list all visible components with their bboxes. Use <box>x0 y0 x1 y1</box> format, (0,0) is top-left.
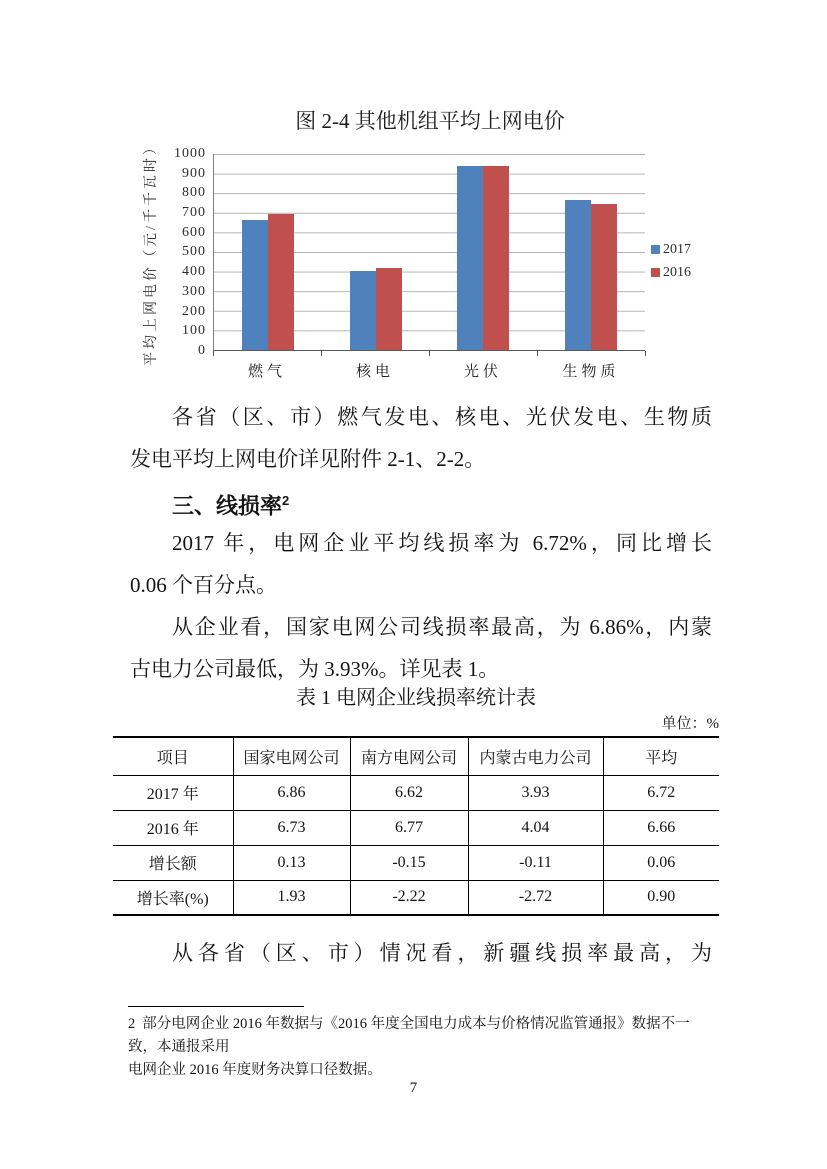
table-cell: 增长率(%) <box>113 880 233 915</box>
x-category-label: 核电 <box>355 364 394 380</box>
legend-label: 2016 <box>663 265 691 280</box>
x-axis-labels <box>213 360 645 381</box>
legend-marker-icon <box>651 268 660 277</box>
legend-label: 2017 <box>663 242 691 257</box>
footnote-text-1: 部分电网企业 2016 年数据与《2016 年度全国电力成本与价格情况监管通报》数据不一致，本通报采用 <box>128 1016 690 1055</box>
y-axis-title: 平均上网电价（元/千千瓦时） <box>144 138 159 366</box>
table-header-cell: 项目 <box>156 749 189 767</box>
table-cell: 0.06 <box>603 845 719 880</box>
chart-title: 图 2-4 其他机组平均上网电价 <box>295 109 565 133</box>
paragraph-1-line-1: 各省（区、市）燃气发电、核电、光伏发电、生物质 <box>172 405 712 429</box>
bar-2016 <box>591 204 617 350</box>
chart-legend <box>651 240 691 282</box>
bar-2016 <box>483 166 509 350</box>
table-1-block <box>113 684 719 916</box>
paragraph-2-line-2: 0.06 个百分点。 <box>130 573 277 597</box>
footnote-line-2: 电网企业 2016 年度财务决算口径数据。 <box>128 1062 382 1078</box>
bar-group-1 <box>214 154 322 350</box>
table-header-cell: 南方电网公司 <box>350 737 468 775</box>
table-row <box>113 845 719 880</box>
bar-2016 <box>268 214 294 350</box>
x-category-label: 生物质 <box>562 364 620 380</box>
bar-2016 <box>376 268 402 350</box>
bar-chart <box>0 138 827 394</box>
table-cell: 0.90 <box>603 880 719 915</box>
plot-area <box>213 154 645 351</box>
y-tick-label: 0 <box>198 342 206 358</box>
paragraph-3-line-1: 从企业看，国家电网公司线损率最高，为 6.86%，内蒙 <box>172 615 712 639</box>
x-category-label: 光伏 <box>463 364 502 380</box>
table-header-cell: 内蒙古电力公司 <box>468 737 603 775</box>
y-tick-label: 600 <box>182 224 206 240</box>
table-cell: 6.62 <box>350 775 468 810</box>
table-cell: 6.73 <box>233 810 350 845</box>
table-cell: 2017 年 <box>113 775 233 810</box>
bar-group-3 <box>430 154 538 350</box>
y-tick-label: 100 <box>182 323 206 339</box>
y-tick-label: 1000 <box>174 146 206 161</box>
table-cell: -0.15 <box>350 845 468 880</box>
paragraph-2-line-1: 2017 年，电网企业平均线损率为 6.72%，同比增长 <box>172 531 712 555</box>
y-tick-label: 700 <box>182 205 206 221</box>
table-cell: 1.93 <box>233 880 350 915</box>
table-row <box>113 775 719 810</box>
table-cell: 增长额 <box>113 845 233 880</box>
table-row <box>113 880 719 915</box>
paragraph-4-line-1: 从各省（区、市）情况看，新疆线损率最高，为 <box>172 941 712 965</box>
bar-2017 <box>242 220 268 350</box>
bar-2017 <box>565 200 591 350</box>
y-tick-label: 500 <box>182 244 206 260</box>
table-cell: -0.11 <box>468 845 603 880</box>
legend-entry-2016 <box>651 263 691 282</box>
y-tick-label: 200 <box>182 303 206 319</box>
table-cell: -2.22 <box>350 880 468 915</box>
unit-note: 单位：% <box>661 716 719 732</box>
y-axis-ticks <box>158 145 206 360</box>
table-cell: 6.86 <box>233 775 350 810</box>
body-text <box>130 396 712 690</box>
table-title: 表 1 电网企业线损率统计表 <box>296 687 536 709</box>
bar-group-4 <box>537 154 645 350</box>
table-cell: 6.72 <box>603 775 719 810</box>
footnote-separator <box>128 1006 304 1007</box>
footnote-number: 2 <box>128 1016 136 1032</box>
table-cell: 6.66 <box>603 810 719 845</box>
y-tick-label: 800 <box>182 185 206 201</box>
y-tick-label: 900 <box>182 165 206 181</box>
table-cell: 2016 年 <box>113 810 233 845</box>
figure-2-4 <box>0 106 827 394</box>
bar-2017 <box>350 271 376 350</box>
table-cell: 0.13 <box>233 845 350 880</box>
footnote <box>128 1006 712 1082</box>
x-axis-line <box>213 351 646 356</box>
table-row <box>113 810 719 845</box>
table-cell: 4.04 <box>468 810 603 845</box>
legend-marker-icon <box>651 245 660 254</box>
line-loss-table <box>113 736 719 916</box>
table-cell: -2.72 <box>468 880 603 915</box>
bar-2017 <box>457 166 483 350</box>
section-heading <box>130 480 712 522</box>
table-header-cell: 国家电网公司 <box>233 737 350 775</box>
footnote-line-1 <box>128 1013 712 1059</box>
paragraph-1-line-2: 发电平均上网电价详见附件 2-1、2-2。 <box>130 447 486 471</box>
page-number: 7 <box>409 1080 418 1096</box>
table-cell: 3.93 <box>468 775 603 810</box>
x-category-label: 燃气 <box>247 364 286 380</box>
table-header-row <box>113 737 719 775</box>
legend-entry-2017 <box>651 240 691 259</box>
paragraph-3-line-2: 古电力公司最低，为 3.93%。详见表 1。 <box>130 657 500 681</box>
table-cell: 6.77 <box>350 810 468 845</box>
table-body <box>113 775 719 915</box>
bar-group-2 <box>322 154 430 350</box>
section-heading-text: 三、线损率 <box>172 493 283 519</box>
table-header-cell: 平均 <box>603 737 719 775</box>
y-tick-label: 300 <box>182 283 206 299</box>
y-tick-label: 400 <box>182 264 206 280</box>
footnote-reference: 2 <box>282 493 290 508</box>
